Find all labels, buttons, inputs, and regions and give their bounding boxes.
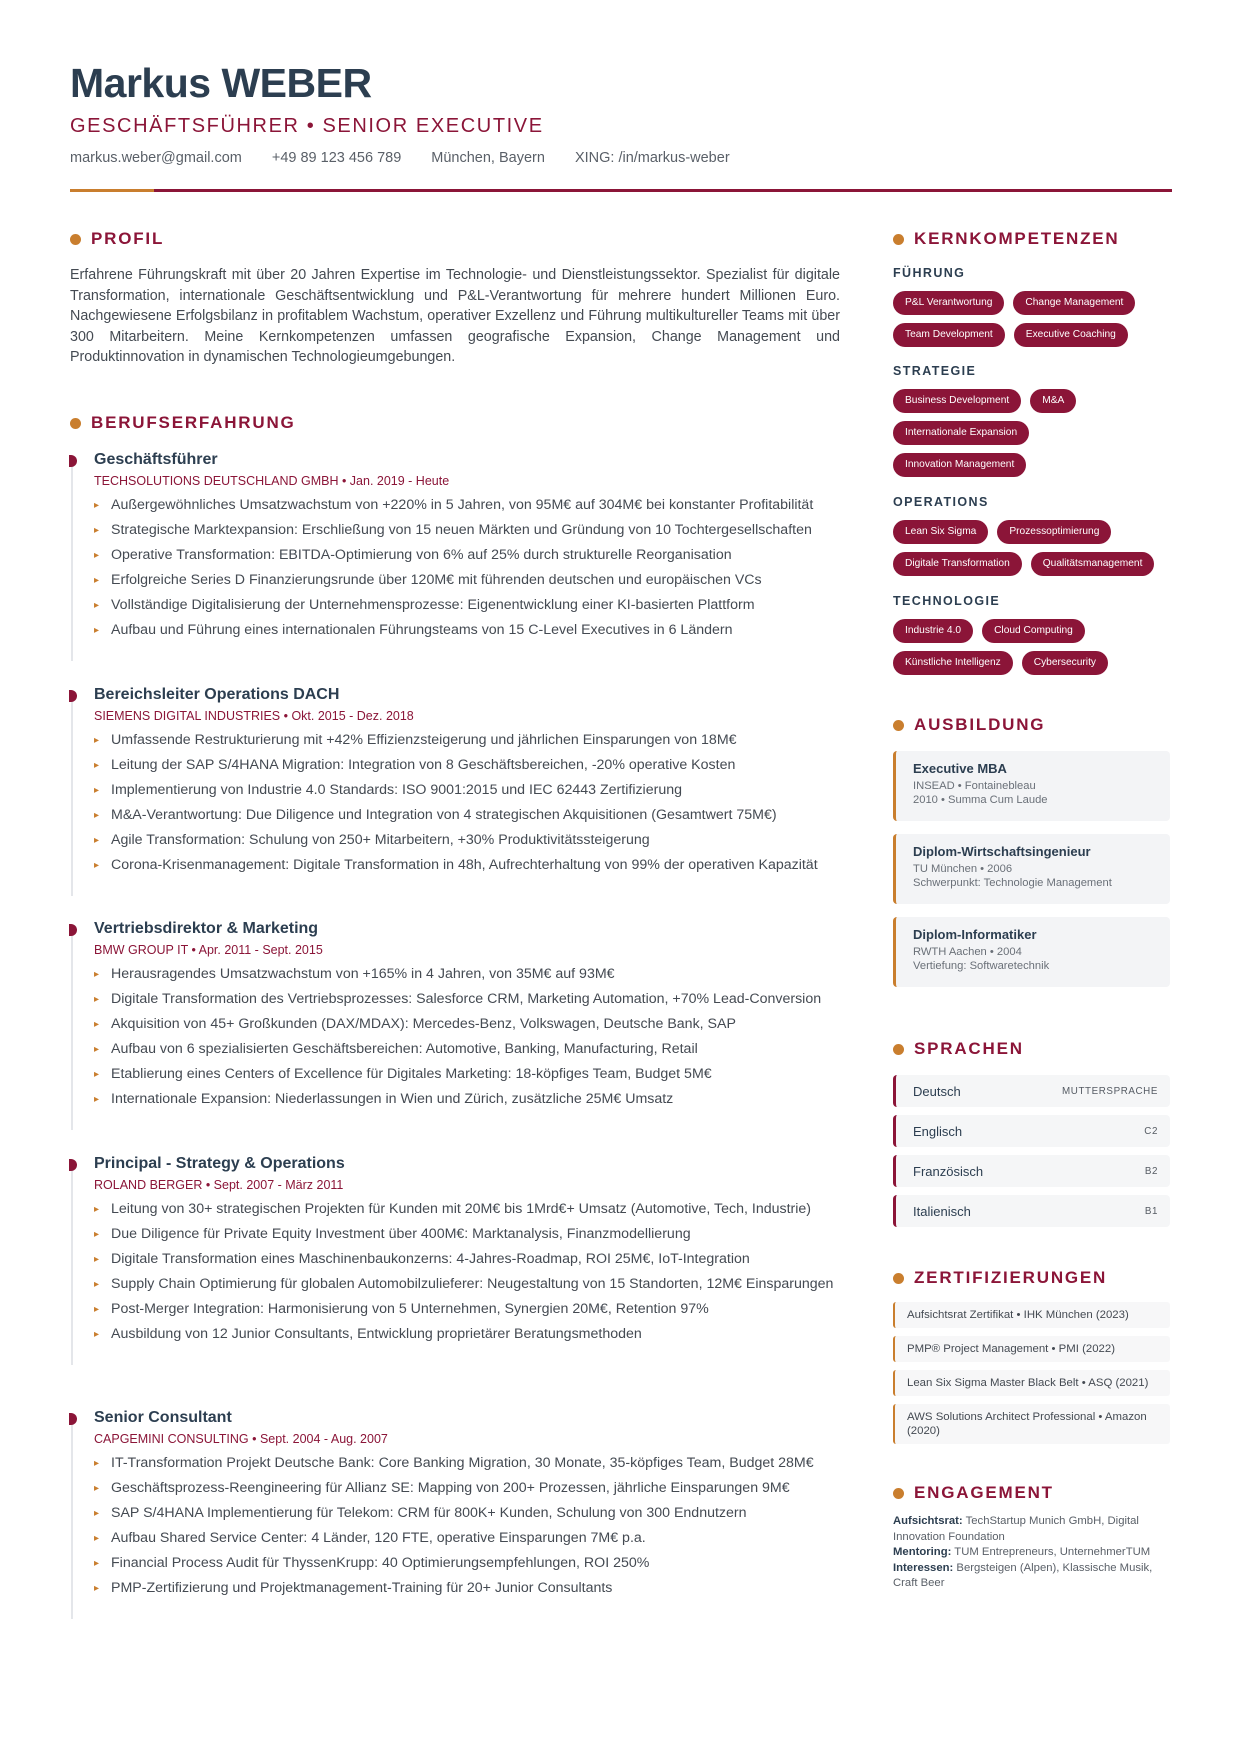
section-title: ENGAGEMENT: [914, 1483, 1054, 1502]
job-bullet: ▸ Umfassende Restrukturierung mit +42% Effizienzsteigerung und jährlichen Einsparungen von 18M€: [94, 731, 834, 750]
language-row: [893, 1075, 1170, 1107]
job-bullet: ▸ PMP-Zertifizierung und Projektmanagement-Training für 20+ Junior Consultants: [94, 1579, 834, 1598]
job-bullet: ▸ SAP S/4HANA Implementierung für Telekom: CRM für 800K+ Kunden, Schulung von 300 Endnutzern: [94, 1504, 834, 1523]
candidate-name: Markus WEBER: [70, 60, 372, 106]
skill-tag: Prozessoptimierung: [997, 520, 1111, 544]
job-title: Principal - Strategy & Operations: [94, 1155, 345, 1172]
job-bullet: ▸ Aufbau Shared Service Center: 4 Länder, 120 FTE, operative Einsparungen 7M€ p.a.: [94, 1529, 834, 1548]
certification-item: Lean Six Sigma Master Black Belt • ASQ (2021): [893, 1370, 1170, 1396]
job-entry: [70, 686, 850, 896]
language-name: Englisch: [913, 1123, 963, 1139]
education-details: Vertiefung: Softwaretechnik: [913, 960, 1050, 972]
contact-bar: [70, 150, 730, 166]
job-bullet: ▸ Internationale Expansion: Niederlassungen in Wien und Zürich, zusätzliche 25M€ Umsatz: [94, 1090, 834, 1109]
section-dot-icon: [893, 1273, 904, 1284]
certification-item: AWS Solutions Architect Professional • Amazon (2020): [893, 1404, 1170, 1444]
job-bullet: ▸ Agile Transformation: Schulung von 250+ Mitarbeitern, +30% Produktivitätssteigerung: [94, 831, 834, 850]
education-card: [893, 834, 1170, 904]
skill-tag: Lean Six Sigma: [893, 520, 988, 544]
timeline-marker-icon: [69, 1413, 77, 1425]
skill-tag: Künstliche Intelligenz: [893, 651, 1013, 675]
job-bullet: ▸ Due Diligence für Private Equity Investment über 400M€: Marktanalysis, Finanzmodellierung: [94, 1225, 834, 1244]
education-details: Schwerpunkt: Technologie Management: [913, 877, 1112, 889]
header-divider: [70, 189, 1172, 192]
skill-tag: Internationale Expansion: [893, 421, 1029, 445]
skill-tag: Industrie 4.0: [893, 619, 973, 643]
job-bullet: ▸ IT-Transformation Projekt Deutsche Bank: Core Banking Migration, 30 Monate, 35-köpfiges Team, Budget 28M€: [94, 1454, 834, 1473]
job-bullet: ▸ Digitale Transformation eines Maschinenbaukonzerns: 4-Jahres-Roadmap, ROI 25M€, IoT-Integration: [94, 1250, 834, 1269]
education-card: [893, 751, 1170, 821]
section-heading-certifications: [893, 1268, 1107, 1288]
section-title: PROFIL: [91, 229, 165, 248]
header-divider-accent: [70, 189, 154, 192]
job-company: BMW GROUP IT • Apr. 2011 - Sept. 2015: [94, 943, 323, 957]
engagement-text: [893, 1514, 1170, 1592]
contact-email[interactable]: markus.weber@gmail.com: [70, 150, 242, 166]
skill-tag: Qualitätsmanagement: [1031, 552, 1155, 576]
skill-tags: [893, 389, 1163, 477]
skill-tags: [893, 520, 1163, 576]
skill-tags: [893, 291, 1163, 347]
job-bullets: [94, 1200, 834, 1350]
job-bullet: ▸ Operative Transformation: EBITDA-Optimierung von 6% auf 25% durch strukturelle Reorganisation: [94, 546, 834, 565]
skill-tag: Team Development: [893, 323, 1005, 347]
job-bullet: ▸ Außergewöhnliches Umsatzwachstum von +220% in 5 Jahren, von 95M€ auf 304M€ bei konstanter Profitabilität: [94, 496, 834, 515]
job-bullet: ▸ Aufbau von 6 spezialisierten Geschäftsbereichen: Automotive, Banking, Manufacturing, Retail: [94, 1040, 834, 1059]
language-level: B2: [1144, 1165, 1158, 1177]
section-dot-icon: [70, 234, 81, 245]
language-name: Deutsch: [913, 1083, 961, 1099]
timeline-line: [71, 1169, 73, 1365]
certification-item: PMP® Project Management • PMI (2022): [893, 1336, 1170, 1362]
section-dot-icon: [893, 1044, 904, 1055]
timeline-marker-icon: [69, 455, 77, 467]
education-degree: Diplom-Informatiker: [913, 927, 1037, 942]
job-bullet: ▸ Strategische Marktexpansion: Erschließung von 15 neuen Märkten und Gründung von 10 Tochtergesellschaften: [94, 521, 834, 540]
job-company: TECHSOLUTIONS DEUTSCHLAND GMBH • Jan. 2019 - Heute: [94, 474, 450, 488]
job-title: Geschäftsführer: [94, 451, 218, 468]
job-bullet: ▸ Akquisition von 45+ Großkunden (DAX/MDAX): Mercedes-Benz, Volkswagen, Deutsche Bank, SAP: [94, 1015, 834, 1034]
job-bullet: ▸ Aufbau und Führung eines internationalen Führungsteams von 15 C-Level Executives in 6 Ländern: [94, 621, 834, 640]
job-bullet: ▸ Erfolgreiche Series D Finanzierungsrunde über 120M€ mit führenden deutschen und europäischen VCs: [94, 571, 834, 590]
profile-text: Erfahrene Führungskraft mit über 20 Jahren Expertise im Technologie- und Dienstleistungssektor. Spezialist für digitale Transformation, internationale Geschäftsentwicklung und P&L-Verantwortung für mehrere hundert Millionen Euro. Nachgewiesene Erfolgsbilanz in profitablem Wachstum, operativer Exzellenz und Führung multikultureller Teams mit über 300 Mitarbeitern. Meine Kernkompetenzen umfassen geografische Expansion, Change Management und Produktinnovation in dynamischen Technologieumgebungen.: [70, 267, 840, 365]
job-bullet: ▸ Geschäftsprozess-Reengineering für Allianz SE: Mapping von 200+ Prozessen, jährliche Einsparungen 9M€: [94, 1479, 834, 1498]
contact-location: München, Bayern: [431, 150, 545, 166]
contact-phone[interactable]: +49 89 123 456 789: [271, 150, 402, 166]
skill-group-label: FÜHRUNG: [893, 266, 966, 280]
education-institution: TU München • 2006: [913, 863, 1013, 875]
certification-item: Aufsichtsrat Zertifikat • IHK München (2023): [893, 1302, 1170, 1328]
section-title: SPRACHEN: [914, 1039, 1024, 1058]
skill-group-label: OPERATIONS: [893, 495, 989, 509]
skill-tag: Executive Coaching: [1014, 323, 1128, 347]
job-bullet: ▸ Vollständige Digitalisierung der Unternehmensprozesse: Eigenentwicklung einer KI-basierten Plattform: [94, 596, 834, 615]
job-bullet: ▸ Herausragendes Umsatzwachstum von +165% in 4 Jahren, von 35M€ auf 93M€: [94, 965, 834, 984]
job-entry: [70, 451, 850, 661]
language-name: Italienisch: [913, 1203, 971, 1219]
contact-xing[interactable]: XING: /in/markus-weber: [574, 150, 730, 166]
timeline-line: [71, 1423, 73, 1619]
job-bullet: ▸ Supply Chain Optimierung für globalen Automobilzulieferer: Neugestaltung von 15 Standorten, 12M€ Einsparungen: [94, 1275, 834, 1294]
job-title: Senior Consultant: [94, 1409, 232, 1426]
section-title: ZERTIFIZIERUNGEN: [914, 1268, 1108, 1287]
timeline-line: [71, 934, 73, 1130]
job-company: SIEMENS DIGITAL INDUSTRIES • Okt. 2015 - Dez. 2018: [94, 709, 414, 723]
timeline-marker-icon: [69, 1159, 77, 1171]
section-title: AUSBILDUNG: [914, 715, 1046, 734]
skill-tag: Change Management: [1013, 291, 1135, 315]
timeline-marker-icon: [69, 924, 77, 936]
engagement-interests: Interessen: Bergsteigen (Alpen), Klassische Musik, Craft Beer: [893, 1561, 1153, 1589]
engagement-mentoring: Mentoring: TUM Entrepreneurs, UnternehmerTUM: [893, 1546, 1151, 1558]
education-institution: RWTH Aachen • 2004: [913, 946, 1022, 958]
job-bullet: ▸ Digitale Transformation des Vertriebsprozesses: Salesforce CRM, Marketing Automation, +70% Lead-Conversion: [94, 990, 834, 1009]
job-bullet: ▸ Financial Process Audit für ThyssenKrupp: 40 Optimierungsempfehlungen, ROI 250%: [94, 1554, 834, 1573]
skill-group-label: STRATEGIE: [893, 364, 977, 378]
section-title: BERUFSERFAHRUNG: [91, 413, 296, 432]
timeline-line: [71, 700, 73, 896]
job-bullet: ▸ Ausbildung von 12 Junior Consultants, Entwicklung proprietärer Beratungsmethoden: [94, 1325, 834, 1344]
job-entry: [70, 920, 850, 1130]
skill-tag: Cybersecurity: [1022, 651, 1108, 675]
section-dot-icon: [893, 720, 904, 731]
job-entry: [70, 1155, 850, 1365]
job-title: Bereichsleiter Operations DACH: [94, 686, 340, 703]
job-title: Vertriebsdirektor & Marketing: [94, 920, 319, 937]
job-bullet: ▸ Corona-Krisenmanagement: Digitale Transformation in 48h, Aufrechterhaltung von 99% der operativen Kapazität: [94, 856, 834, 875]
education-details: 2010 • Summa Cum Laude: [913, 794, 1048, 806]
job-bullets: [94, 496, 834, 646]
section-heading-profile: [70, 229, 164, 249]
job-bullet: ▸ Leitung von 30+ strategischen Projekten für Kunden mit 20M€ bis 1Mrd€+ Umsatz (Automotive, Tech, Industrie): [94, 1200, 834, 1219]
job-company: ROLAND BERGER • Sept. 2007 - März 2011: [94, 1178, 344, 1192]
section-heading-languages: [893, 1039, 1024, 1059]
education-degree: Executive MBA: [913, 761, 1007, 776]
job-bullet: ▸ M&A-Verantwortung: Due Diligence und Integration von 4 strategischen Akquisitionen (Gesamtwert 75M€): [94, 806, 834, 825]
job-bullet: ▸ Etablierung eines Centers of Excellence für Digitales Marketing: 18-köpfiges Team, Budget 5M€: [94, 1065, 834, 1084]
skill-group-label: TECHNOLOGIE: [893, 594, 1001, 608]
skill-tag: M&A: [1030, 389, 1076, 413]
section-heading-engagement: [893, 1483, 1054, 1503]
language-level: B1: [1144, 1205, 1158, 1217]
skill-tag: Business Development: [893, 389, 1021, 413]
job-company: CAPGEMINI CONSULTING • Sept. 2004 - Aug. 2007: [94, 1432, 388, 1446]
education-degree: Diplom-Wirtschaftsingenieur: [913, 844, 1091, 859]
engagement-supervisory: Aufsichtsrat: TechStartup Munich GmbH, Digital Innovation Foundation: [893, 1515, 1139, 1543]
section-dot-icon: [893, 234, 904, 245]
section-dot-icon: [893, 1488, 904, 1499]
language-level: C2: [1144, 1125, 1158, 1137]
language-name: Französisch: [913, 1163, 984, 1179]
candidate-title: GESCHÄFTSFÜHRER • SENIOR EXECUTIVE: [70, 115, 544, 137]
timeline-line: [71, 465, 73, 661]
skill-tag: P&L Verantwortung: [893, 291, 1004, 315]
timeline-marker-icon: [69, 690, 77, 702]
language-level: MUTTERSPRACHE: [1062, 1085, 1158, 1097]
skill-tags: [893, 619, 1163, 675]
education-institution: INSEAD • Fontainebleau: [913, 780, 1036, 792]
language-row: [893, 1155, 1170, 1187]
section-dot-icon: [70, 418, 81, 429]
job-bullet: ▸ Post-Merger Integration: Harmonisierung von 5 Unternehmen, Synergien 20M€, Retention 97%: [94, 1300, 834, 1319]
job-entry: [70, 1409, 850, 1619]
section-heading-education: [893, 715, 1045, 735]
job-bullets: [94, 1454, 834, 1604]
skill-tag: Innovation Management: [893, 453, 1026, 477]
section-heading-skills: [893, 229, 1120, 249]
job-bullet: ▸ Leitung der SAP S/4HANA Migration: Integration von 8 Geschäftsbereichen, -20% operative Kosten: [94, 756, 834, 775]
language-row: [893, 1195, 1170, 1227]
job-bullet: ▸ Implementierung von Industrie 4.0 Standards: ISO 9001:2015 und IEC 62443 Zertifizierung: [94, 781, 834, 800]
job-bullets: [94, 965, 834, 1115]
section-title: KERNKOMPETENZEN: [914, 229, 1120, 248]
section-heading-experience: [70, 413, 296, 433]
language-row: [893, 1115, 1170, 1147]
job-bullets: [94, 731, 834, 881]
education-card: [893, 917, 1170, 987]
skill-tag: Digitale Transformation: [893, 552, 1022, 576]
skill-tag: Cloud Computing: [982, 619, 1085, 643]
